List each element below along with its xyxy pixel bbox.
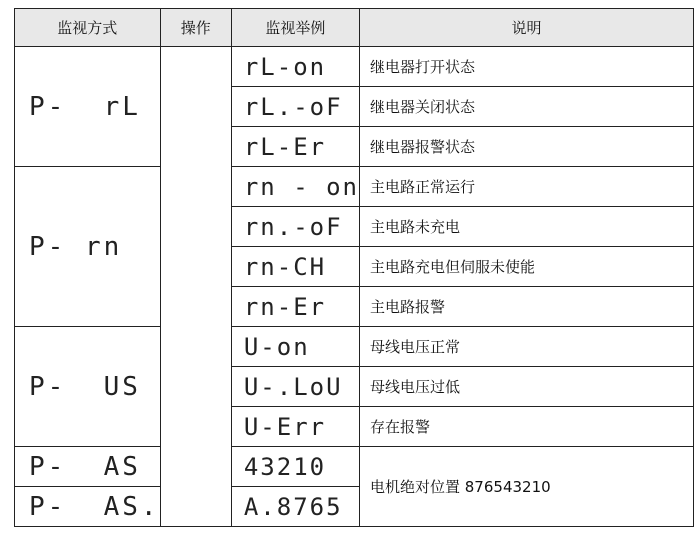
description-cell: 主电路充电但伺服未使能 [360, 247, 694, 287]
example-cell: U-on [231, 327, 359, 367]
mode-cell-main-circuit: P- rn [15, 167, 161, 327]
description-cell: 继电器打开状态 [360, 47, 694, 87]
header-row [15, 9, 694, 47]
description-cell: 主电路未充电 [360, 207, 694, 247]
example-cell: rL.-oF [231, 87, 359, 127]
description-cell: 主电路报警 [360, 287, 694, 327]
example-cell: rn-Er [231, 287, 359, 327]
description-cell: 母线电压过低 [360, 367, 694, 407]
example-cell: rn.-oF [231, 207, 359, 247]
header-description: 说明 [360, 9, 694, 47]
description-cell: 母线电压正常 [360, 327, 694, 367]
table-row [15, 167, 694, 207]
description-cell: 存在报警 [360, 407, 694, 447]
operation-cell [160, 47, 231, 527]
example-cell: rn - on [231, 167, 359, 207]
mode-cell-bus-voltage: P- US [15, 327, 161, 447]
table-row [15, 47, 694, 87]
example-cell: 43210 [231, 447, 359, 487]
mode-cell-absolute-high: P- AS. [15, 487, 161, 527]
mode-cell-absolute-low: P- AS [15, 447, 161, 487]
description-cell: 继电器关闭状态 [360, 87, 694, 127]
example-cell: rn-CH [231, 247, 359, 287]
example-cell: rL-on [231, 47, 359, 87]
description-cell: 主电路正常运行 [360, 167, 694, 207]
example-cell: rL-Er [231, 127, 359, 167]
table-row [15, 327, 694, 367]
example-cell: U-Err [231, 407, 359, 447]
header-operation: 操作 [160, 9, 231, 47]
header-monitor-mode: 监视方式 [15, 9, 161, 47]
example-cell: A.8765 [231, 487, 359, 527]
table-row [15, 447, 694, 487]
description-cell: 继电器报警状态 [360, 127, 694, 167]
example-cell: U-.LoU [231, 367, 359, 407]
header-example: 监视举例 [231, 9, 359, 47]
description-cell-absolute-position: 电机绝对位置 876543210 [360, 447, 694, 527]
mode-cell-relay: P- rL [15, 47, 161, 167]
monitoring-table [14, 8, 694, 527]
